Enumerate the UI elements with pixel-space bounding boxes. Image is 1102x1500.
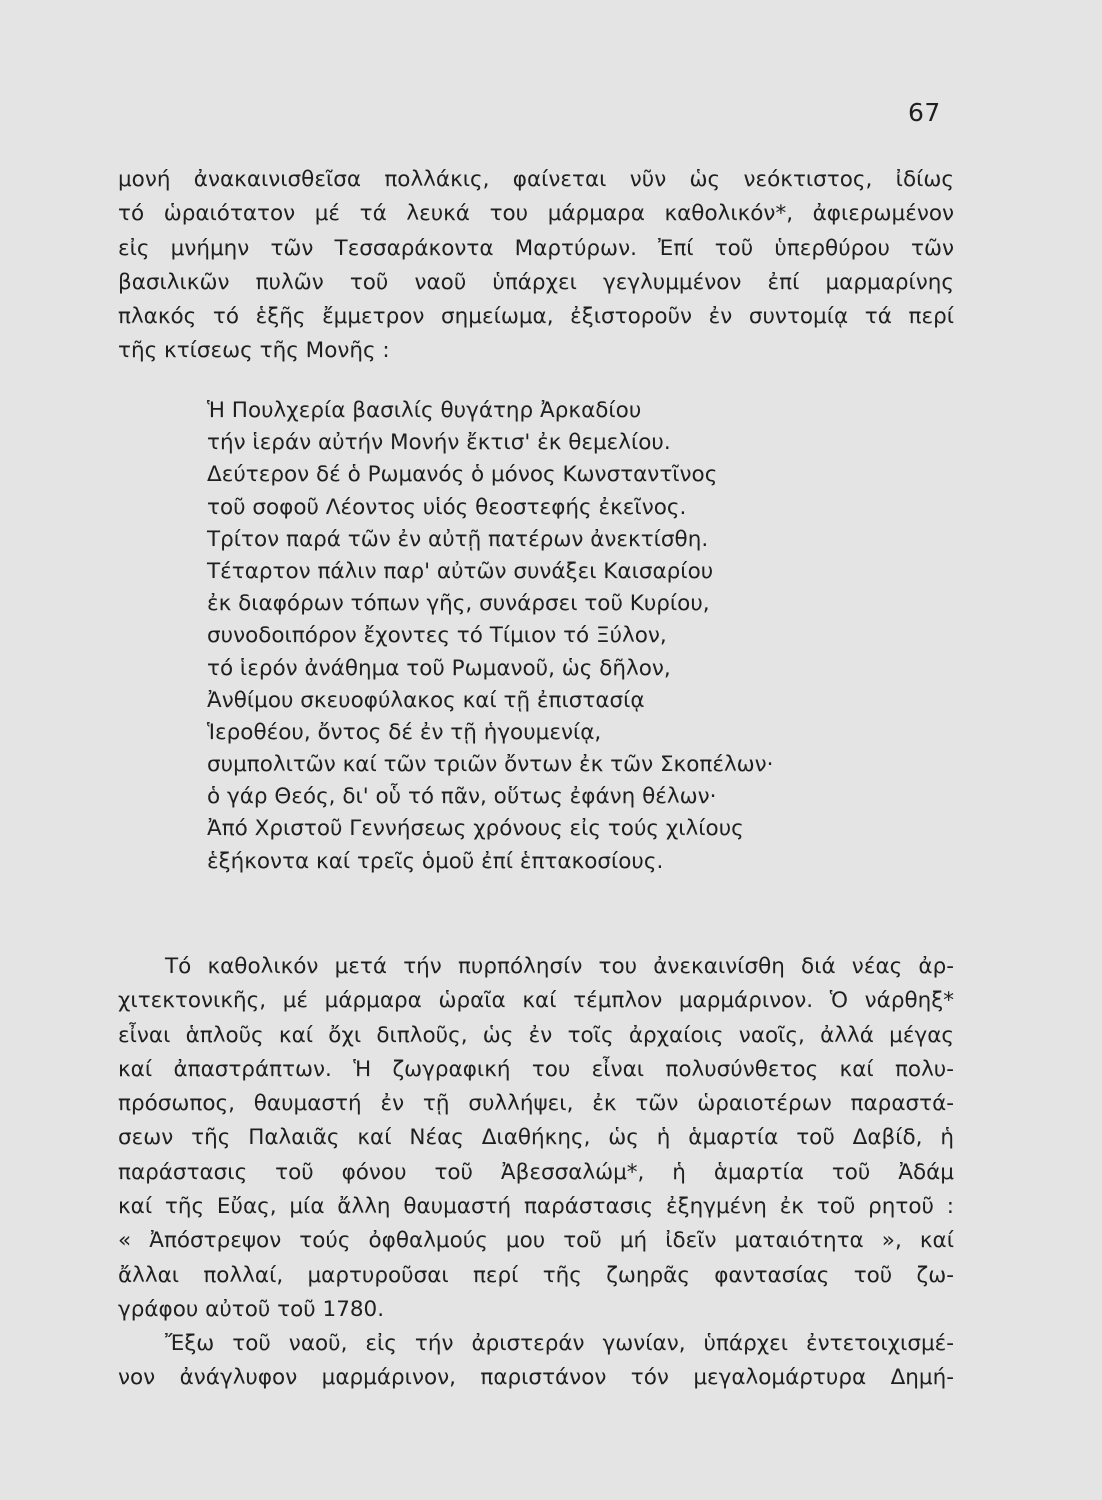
verse-line: Τέταρτον πάλιν παρ' αὐτῶν συνάξει Καισαρίου: [207, 558, 714, 584]
text-line: εἶναι ἁπλοῦς καί ὄχι διπλοῦς, ὡς ἐν τοῖς ἀρχαίοις ναοῖς, ἀλλά μέγας: [118, 1022, 954, 1048]
verse-line: συμπολιτῶν καί τῶν τριῶν ὄντων ἐκ τῶν Σκοπέλων·: [207, 752, 774, 778]
text-line: χιτεκτονικῆς, μέ μάρμαρα ὡραῖα καί τέμπλον μαρμάρινον. Ὁ νάρθηξ*: [118, 988, 954, 1014]
verse-line: Τρίτον παρά τῶν ἐν αὐτῇ πατέρων ἀνεκτίσθη.: [207, 526, 709, 552]
page-number: 67: [908, 98, 941, 127]
text-line: Ἔξω τοῦ ναοῦ, εἰς τήν ἀριστεράν γωνίαν, ὑπάρχει ἐντετοιχισμέ-: [165, 1331, 954, 1356]
text-line: βασιλικῶν πυλῶν τοῦ ναοῦ ὑπάρχει γεγλυμμένον ἐπί μαρμαρίνης: [118, 269, 954, 295]
text-line: γράφου αὐτοῦ τοῦ 1780.: [118, 1296, 385, 1322]
text-line: « Ἀπόστρεψον τούς ὀφθαλμούς μου τοῦ μή ἰδεῖν ματαιότητα », καί: [118, 1228, 954, 1254]
text-line: καί ἀπαστράπτων. Ἡ ζωγραφική του εἶναι πολυσύνθετος καί πολυ-: [118, 1056, 954, 1082]
verse-line: Ἱεροθέου, ὄντος δέ ἐν τῇ ἡγουμενίᾳ,: [207, 719, 602, 745]
verse-line: τοῦ σοφοῦ Λέοντος υἱός θεοστεφής ἐκεῖνος.: [207, 494, 687, 520]
text-line: καί τῆς Εὔας, μία ἄλλη θαυμαστή παράστασις ἐξηγμένη ἐκ τοῦ ρητοῦ :: [118, 1194, 954, 1220]
text-line: πλακός τό ἑξῆς ἔμμετρον σημείωμα, ἐξιστοροῦν ἐν συντομίᾳ τά περί: [118, 304, 954, 330]
verse-line: Δεύτερον δέ ὁ Ρωμανός ὁ μόνος Κωνσταντῖνος: [207, 462, 718, 488]
text-line: νον ἀνάγλυφον μαρμάρινον, παριστάνον τόν μεγαλομάρτυρα Δημή-: [118, 1365, 954, 1391]
verse-line: συνοδοιπόρον ἔχοντες τό Τίμιον τό Ξύλον,: [207, 623, 667, 649]
text-line: σεων τῆς Παλαιᾶς καί Νέας Διαθήκης, ὡς ἡ ἁμαρτία τοῦ Δαβίδ, ἡ: [118, 1125, 954, 1151]
text-line: εἰς μνήμην τῶν Τεσσαράκοντα Μαρτύρων. Ἐπί τοῦ ὑπερθύρου τῶν: [118, 235, 954, 261]
verse-inscription: [207, 395, 847, 878]
text-line: παράστασις τοῦ φόνου τοῦ Ἀβεσσαλώμ*, ἡ ἁμαρτία τοῦ Ἀδάμ: [118, 1159, 954, 1185]
body-paragraph-2: [118, 1327, 954, 1396]
intro-paragraph: [118, 163, 954, 369]
verse-line: Ἀπό Χριστοῦ Γεννήσεως χρόνους εἰς τούς χιλίους: [207, 816, 744, 842]
text-line: ἄλλαι πολλαί, μαρτυροῦσαι περί τῆς ζωηρᾶς φαντασίας τοῦ ζω-: [118, 1262, 954, 1288]
text-line: πρόσωπος, θαυμαστή ἐν τῇ συλλήψει, ἐκ τῶν ὡραιοτέρων παραστά-: [118, 1091, 954, 1117]
verse-line: ἐκ διαφόρων τόπων γῆς, συνάρσει τοῦ Κυρίου,: [207, 591, 710, 617]
text-line: μονή ἀνακαινισθεῖσα πολλάκις, φαίνεται νῦν ὡς νεόκτιστος, ἰδίως: [118, 167, 954, 192]
verse-line: Ἀνθίμου σκευοφύλακος καί τῇ ἐπιστασίᾳ: [207, 687, 645, 713]
text-line: Τό καθολικόν μετά τήν πυρπόλησίν του ἀνεκαινίσθη διά νέας ἀρ-: [165, 954, 954, 979]
verse-line: τό ἱερόν ἀνάθημα τοῦ Ρωμανοῦ, ὡς δῆλον,: [207, 655, 671, 681]
verse-line: ὁ γάρ Θεός, δι' οὗ τό πᾶν, οὕτως ἐφάνη θέλων·: [207, 784, 717, 810]
verse-line: Ἡ Πουλχερία βασιλίς θυγάτηρ Ἀρκαδίου: [207, 398, 642, 423]
verse-line: ἑξήκοντα καί τρεῖς ὁμοῦ ἐπί ἑπτακοσίους.: [207, 848, 664, 874]
verse-line: τήν ἱεράν αὐτήν Μονήν ἔκτισ' ἐκ θεμελίου.: [207, 430, 671, 456]
text-line: τό ὡραιότατον μέ τά λευκά του μάρμαρα καθολικόν*, ἀφιερωμένον: [118, 201, 954, 227]
body-paragraph-1: [118, 950, 954, 1327]
text-line: τῆς κτίσεως τῆς Μονῆς :: [118, 338, 390, 364]
